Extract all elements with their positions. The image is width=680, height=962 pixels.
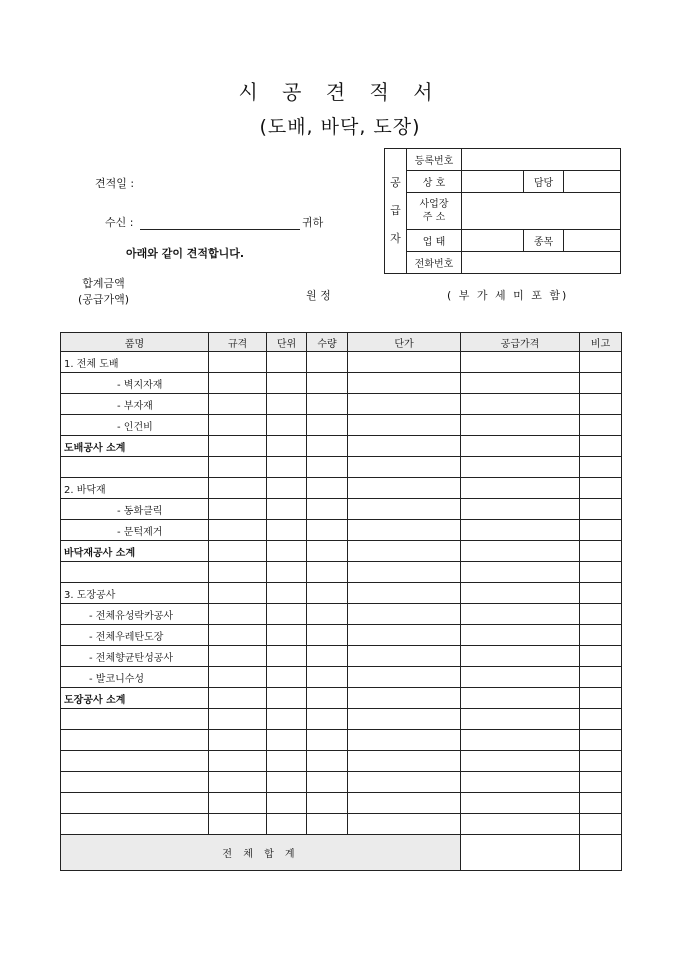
spec-cell [209,709,267,730]
spec-cell [209,436,267,457]
supply-price-cell [461,436,580,457]
quote-date-label: 견적일 : [95,177,135,190]
table-row [61,373,622,394]
quantity-cell [307,436,348,457]
unit-cell [267,793,307,814]
spec-cell [209,814,267,835]
supply-price-cell [461,457,580,478]
item-name-cell: - 인건비 [61,415,209,436]
remarks-cell [580,478,622,499]
quantity-cell [307,709,348,730]
item-name-cell: - 전체향균탄성공사 [61,646,209,667]
spec-cell [209,730,267,751]
unit-cell [267,499,307,520]
unit-cell [267,415,307,436]
spec-cell [209,394,267,415]
table-row [61,709,622,730]
item-name-cell: 3. 도장공사 [61,583,209,604]
remarks-cell [580,541,622,562]
remarks-cell [580,562,622,583]
unit-cell [267,814,307,835]
unit-cell [267,373,307,394]
remarks-cell [580,667,622,688]
spec-cell [209,667,267,688]
supply-price-cell [461,709,580,730]
supply-price-cell [461,541,580,562]
header-spec: 규격 [209,333,267,352]
grand-total-label: 전 체 합 계 [61,835,461,871]
vat-note: ( 부 가 세 미 포 함) [447,289,569,302]
recipient-underline [140,229,300,230]
header-supply-price: 공급가격 [461,333,580,352]
spec-cell [209,646,267,667]
supply-price-cell [461,667,580,688]
header-item-name: 품명 [61,333,209,352]
table-row [61,436,622,457]
spec-cell [209,583,267,604]
company-label: 상 호 [407,171,462,193]
quantity-cell [307,541,348,562]
manager-value [564,171,621,193]
document-title: 시 공 견 적 서 [238,80,442,104]
spec-cell [209,625,267,646]
won-label: 원 정 [306,289,331,302]
business-type-label: 업 태 [407,230,462,252]
unit-price-cell [348,457,461,478]
address-label [407,193,462,230]
item-name-cell [61,709,209,730]
recipient-honorific: 귀하 [302,216,324,229]
table-row [61,625,622,646]
table-row [61,457,622,478]
remarks-cell [580,457,622,478]
unit-price-cell [348,541,461,562]
remarks-cell [580,814,622,835]
spec-cell [209,688,267,709]
remarks-cell [580,604,622,625]
supplier-side-char-1: 공 [390,176,401,189]
unit-price-cell [348,520,461,541]
supply-price-cell [461,730,580,751]
unit-price-cell [348,394,461,415]
spec-cell [209,457,267,478]
reg-no-label: 등록번호 [407,149,462,171]
table-row [61,478,622,499]
remarks-cell [580,499,622,520]
quantity-cell [307,772,348,793]
unit-price-cell [348,667,461,688]
remarks-cell [580,394,622,415]
table-row [61,667,622,688]
item-name-cell: - 전체유성락카공사 [61,604,209,625]
table-row [61,688,622,709]
unit-price-cell [348,709,461,730]
as-below-statement: 아래와 같이 견적합니다. [126,247,245,260]
remarks-cell [580,436,622,457]
grand-total-remarks [580,835,622,871]
supply-price-cell [461,478,580,499]
quantity-cell [307,562,348,583]
item-name-cell [61,772,209,793]
unit-cell [267,583,307,604]
remarks-cell [580,751,622,772]
unit-cell [267,772,307,793]
spec-cell [209,415,267,436]
unit-price-cell [348,562,461,583]
unit-cell [267,709,307,730]
quantity-cell [307,478,348,499]
spec-cell [209,793,267,814]
header-remarks: 비고 [580,333,622,352]
item-name-cell: - 문턱제거 [61,520,209,541]
supply-price-cell [461,394,580,415]
remarks-cell [580,688,622,709]
table-row [61,562,622,583]
item-name-cell [61,751,209,772]
quantity-cell [307,583,348,604]
table-row [61,499,622,520]
unit-cell [267,646,307,667]
spec-cell [209,751,267,772]
header-quantity: 수량 [307,333,348,352]
address-label-line2: 주 소 [422,212,446,223]
item-name-cell: 도장공사 소계 [61,688,209,709]
unit-price-cell [348,793,461,814]
supplier-side-label [385,149,407,274]
unit-cell [267,667,307,688]
supply-price-cell [461,604,580,625]
unit-price-cell [348,730,461,751]
supply-price-cell [461,625,580,646]
remarks-cell [580,415,622,436]
supply-price-cell [461,583,580,604]
table-row [61,793,622,814]
unit-cell [267,688,307,709]
grand-total-row [61,835,622,871]
unit-price-cell [348,436,461,457]
quantity-cell [307,520,348,541]
table-row [61,520,622,541]
total-amount-label [78,276,129,308]
table-row [61,352,622,373]
reg-no-value [462,149,621,171]
supplier-info-table [384,148,621,274]
spec-cell [209,352,267,373]
quantity-cell [307,814,348,835]
table-row [61,394,622,415]
remarks-cell [580,373,622,394]
company-value [462,171,524,193]
unit-cell [267,394,307,415]
item-name-cell: - 부자재 [61,394,209,415]
item-name-cell [61,793,209,814]
total-amount-label-line1: 합계금액 [82,277,125,290]
spec-cell [209,499,267,520]
remarks-cell [580,709,622,730]
spec-cell [209,478,267,499]
remarks-cell [580,352,622,373]
unit-price-cell [348,373,461,394]
item-name-cell [61,814,209,835]
table-row [61,604,622,625]
unit-cell [267,730,307,751]
unit-cell [267,352,307,373]
spec-cell [209,604,267,625]
quantity-cell [307,604,348,625]
remarks-cell [580,793,622,814]
remarks-cell [580,772,622,793]
unit-price-cell [348,415,461,436]
table-row [61,583,622,604]
supply-price-cell [461,499,580,520]
spec-cell [209,541,267,562]
unit-cell [267,436,307,457]
unit-price-cell [348,352,461,373]
unit-cell [267,625,307,646]
manager-label: 담당 [524,171,564,193]
unit-price-cell [348,646,461,667]
table-header-row [61,333,622,352]
spec-cell [209,520,267,541]
supply-price-cell [461,562,580,583]
grand-total-supply-price [461,835,580,871]
item-name-cell: 바닥재공사 소계 [61,541,209,562]
table-row [61,541,622,562]
phone-value [462,252,621,274]
quantity-cell [307,793,348,814]
unit-price-cell [348,499,461,520]
item-name-cell: 도배공사 소계 [61,436,209,457]
unit-price-cell [348,814,461,835]
address-value [462,193,621,230]
supply-price-cell [461,520,580,541]
supply-price-cell [461,415,580,436]
category-label: 종목 [524,230,564,252]
supplier-side-char-2: 급 [390,204,401,217]
quantity-cell [307,352,348,373]
quantity-cell [307,415,348,436]
unit-price-cell [348,751,461,772]
quantity-cell [307,688,348,709]
remarks-cell [580,646,622,667]
table-row [61,415,622,436]
item-name-cell [61,457,209,478]
business-type-value [462,230,524,252]
unit-cell [267,520,307,541]
supply-price-cell [461,772,580,793]
item-name-cell [61,562,209,583]
header-unit: 단위 [267,333,307,352]
item-name-cell: 1. 전체 도배 [61,352,209,373]
unit-price-cell [348,604,461,625]
quantity-cell [307,667,348,688]
item-name-cell: - 전체우레탄도장 [61,625,209,646]
table-row [61,772,622,793]
quantity-cell [307,751,348,772]
table-row [61,751,622,772]
quantity-cell [307,730,348,751]
quantity-cell [307,625,348,646]
table-row [61,730,622,751]
quantity-cell [307,646,348,667]
remarks-cell [580,520,622,541]
item-name-cell: 2. 바닥재 [61,478,209,499]
unit-price-cell [348,583,461,604]
supply-price-cell [461,688,580,709]
unit-cell [267,562,307,583]
unit-cell [267,604,307,625]
quantity-cell [307,373,348,394]
unit-price-cell [348,625,461,646]
unit-price-cell [348,478,461,499]
supply-price-cell [461,373,580,394]
category-value [564,230,621,252]
table-row [61,646,622,667]
supply-price-cell [461,751,580,772]
unit-price-cell [348,688,461,709]
address-label-line1: 사업장 [419,199,449,210]
quantity-cell [307,499,348,520]
document-subtitle: (도배, 바닥, 도장) [259,116,421,138]
total-amount-label-line2: (공급가액) [78,293,130,306]
recipient-label: 수신 : [105,216,134,229]
quote-items-table [60,332,622,871]
item-name-cell: - 벽지자재 [61,373,209,394]
table-row [61,814,622,835]
remarks-cell [580,625,622,646]
item-name-cell: - 발코니수성 [61,667,209,688]
spec-cell [209,562,267,583]
remarks-cell [580,583,622,604]
remarks-cell [580,730,622,751]
supplier-side-char-3: 자 [390,232,401,245]
spec-cell [209,772,267,793]
unit-cell [267,541,307,562]
item-name-cell: - 동화클릭 [61,499,209,520]
supply-price-cell [461,793,580,814]
supply-price-cell [461,646,580,667]
header-unit-price: 단가 [348,333,461,352]
unit-price-cell [348,772,461,793]
unit-cell [267,457,307,478]
quantity-cell [307,457,348,478]
item-name-cell [61,730,209,751]
supply-price-cell [461,352,580,373]
unit-cell [267,751,307,772]
unit-cell [267,478,307,499]
phone-label: 전화번호 [407,252,462,274]
quantity-cell [307,394,348,415]
spec-cell [209,373,267,394]
supply-price-cell [461,814,580,835]
